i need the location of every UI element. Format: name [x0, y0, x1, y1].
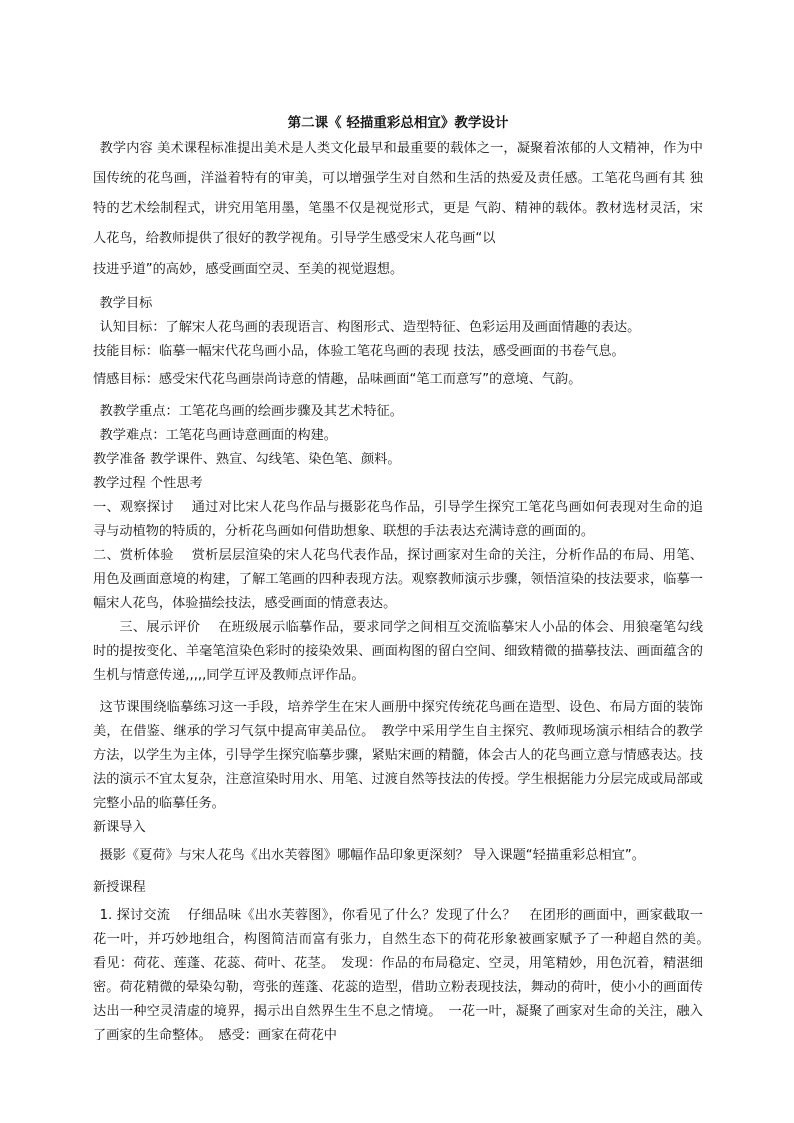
- goals-heading: 教学目标: [99, 296, 153, 311]
- intro-text: 摄影《夏荷》与宋人花鸟《出水芙蓉图》哪幅作品印象更深刻？ 导入课题“轻描重彩总相宜”。: [99, 848, 645, 863]
- difficulty-point: 教学难点：工笔花鸟画诗意画面的构建。: [99, 428, 337, 443]
- teaching-content-paragraph: 教学内容 美术课程标准提出美术是人类文化最早和最重要的载体之一，凝聚着浓郁的人文精神，作为中国传统的花鸟画，洋溢着特有的审美，可以增强学生对自然和生活的热爱及责任感。工笔花鸟画有其 独特的艺术绘制程式，讲究用笔用墨，笔墨不仅是视觉形式，更是 气韵、精神的载体。教材选材灵活，宋人花鸟，给教师提供了很好的教学视角。引导学生感受宋人花鸟画“以: [93, 141, 703, 246]
- teaching-preparation: 教学准备 教学课件、熟宣、勾线笔、染色笔、颜料。: [93, 452, 401, 467]
- goal-cognitive: 认知目标：了解宋人花鸟画的表现语言、构图形式、造型特征、色彩运用及画面情趣的表达。: [99, 320, 641, 335]
- new-lesson-text: 1. 探讨交流 仔细品味《出水芙蓉图》，你看见了什么？发现了什么？ 在团形的画面中，画家截取一花一叶，并巧妙地组合，构图简洁而富有张力，自然生态下的荷花形象被画家赋予了一种超自然的美。 看见：荷花、莲蓬、花蕊、荷叶、花茎。 发现：作品的布局稳定、空灵，用笔精妙，用色沉着，精湛细密。荷花精微的晕染勾勒，弯张的莲蓬、花蕊的造型，借助立粉表现技法，舞动的荷叶，使小小的画面传达出一种空灵清虚的境界，揭示出自然界生生不息之情境。 一花一叶，凝聚了画家对生命的关注，融入了画家的生命整体。 感受：画家在荷花中: [93, 908, 717, 1043]
- new-lesson-heading: 新授课程: [93, 880, 146, 895]
- page-title: 第二课《 轻描重彩总相宜》教学设计: [287, 115, 509, 131]
- process-step-display: 三、展示评价 在班级展示临摹作品，要求同学之间相互交流临摹宋人小品的体会、用狼毫笔勾线时的提按变化、羊毫笔渲染色彩时的接染效果、画面构图的留白空间、细致精微的描摹技法、画面蕴含的生机与情意传递,,,,,同学互评及教师点评作品。: [93, 620, 703, 683]
- teaching-content-paragraph-end: 技进乎道”的高妙，感受画面空灵、至美的视觉遐想。: [93, 262, 404, 277]
- lesson-reflection: 这节课围绕临摹练习这一手段，培养学生在宋人画册中探究传统花鸟画在造型、设色、布局方面的装饰美，在借鉴、继承的学习气氛中提高审美品位。 教学中采用学生自主探究、教师现场演示相结合的教学方法，以学生为主体，引导学生探究临摹步骤，紧贴宋画的精髓，体会古人的花鸟画立意与情感表达。技法的演示不宜太复杂，注意渲染时用水、用笔、过渡自然等技法的传授。学生根据能力分层完成或局部或完整小品的临摹任务。: [93, 700, 703, 811]
- document-page: [93, 112, 717, 1048]
- process-step-appreciate: 二、赏析体验 赏析层层渲染的宋人花鸟代表作品，探讨画家对生命的关注，分析作品的布局、用笔、用色及画面意境的构建，了解工笔画的四种表现方法。观察教师演示步骤，领悟渲染的技法要求，临摹一幅宋人花鸟，体验描绘技法，感受画面的情意表达。: [93, 548, 703, 611]
- intro-heading: 新课导入: [93, 820, 146, 835]
- key-point: 教教学重点：工笔花鸟画的绘画步骤及其艺术特征。: [99, 404, 403, 419]
- goal-emotion: 情感目标：感受宋代花鸟画崇尚诗意的情趣，品味画面“笔工而意写”的意境、气韵。: [93, 372, 582, 387]
- goal-skill: 技能目标：临摹一幅宋代花鸟画小品，体验工笔花鸟画的表现 技法，感受画面的书卷气息。: [93, 344, 625, 359]
- process-step-observe: 一、观察探讨 通过对比宋人花鸟作品与摄影花鸟作品，引导学生探究工笔花鸟画如何表现对生命的追寻与动植物的特质的，分析花鸟画如何借助想象、联想的手法表达充满诗意的画面的。: [93, 500, 703, 539]
- process-heading: 教学过程 个性思考: [93, 476, 203, 491]
